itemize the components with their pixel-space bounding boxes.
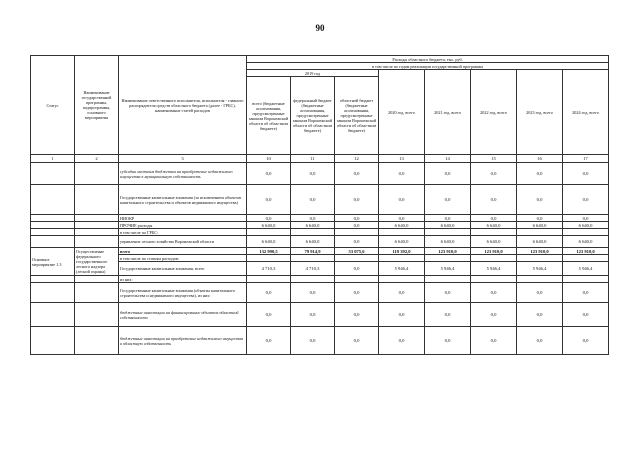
value-cell: 0,0 — [335, 262, 379, 276]
table-row — [31, 163, 609, 185]
value-cell: 5 946,4 — [379, 262, 425, 276]
value-cell — [563, 255, 609, 262]
program-cell — [75, 236, 119, 248]
status-cell — [31, 215, 75, 222]
value-cell: 119 392,0 — [379, 248, 425, 255]
value-cell — [563, 229, 609, 236]
value-cell — [517, 255, 563, 262]
value-cell: 5 946,4 — [471, 262, 517, 276]
value-cell: 6 640,0 — [379, 236, 425, 248]
table-row — [31, 276, 609, 283]
program-cell — [75, 222, 119, 229]
column-index: 16 — [517, 155, 563, 163]
value-cell: 0,0 — [471, 185, 517, 215]
value-cell — [335, 255, 379, 262]
row-label: в том числе по статьям расходов: — [119, 255, 247, 262]
program-cell — [75, 303, 119, 327]
value-cell — [425, 229, 471, 236]
column-index: 10 — [247, 155, 291, 163]
table-row — [31, 327, 609, 355]
value-cell: 123 910,0 — [563, 248, 609, 255]
table-row — [31, 303, 609, 327]
value-cell — [291, 229, 335, 236]
measure-name: Осуществление федерального государственного лесного надзора (лесной охраны) — [75, 248, 119, 276]
value-cell: 0,0 — [291, 303, 335, 327]
value-cell: 4 710,3 — [291, 262, 335, 276]
value-cell — [517, 276, 563, 283]
value-cell: 6 640,0 — [425, 236, 471, 248]
value-cell — [379, 255, 425, 262]
status-cell — [31, 327, 75, 355]
value-cell: 6 640,0 — [471, 222, 517, 229]
value-cell: 0,0 — [517, 215, 563, 222]
value-cell: 6 640,0 — [517, 222, 563, 229]
value-cell: 0,0 — [563, 327, 609, 355]
value-cell — [335, 229, 379, 236]
header-executor: Наименование ответственного исполнителя, исполнителя - главного распорядителя средств областного бюджета (далее - ГРБС), наименование статей расходов — [119, 56, 247, 155]
value-cell — [379, 276, 425, 283]
value-cell: 0,0 — [335, 283, 379, 303]
value-cell: 123 910,0 — [471, 248, 517, 255]
value-cell — [247, 276, 291, 283]
program-cell — [75, 163, 119, 185]
value-cell — [425, 255, 471, 262]
value-cell: 6 640,0 — [471, 236, 517, 248]
status-cell — [31, 303, 75, 327]
row-label: управление лесного хозяйства Воронежской области — [119, 236, 247, 248]
status-cell — [31, 185, 75, 215]
program-cell — [75, 276, 119, 283]
table-row — [31, 215, 609, 222]
value-cell — [379, 229, 425, 236]
header-regional: областной бюджет (бюджетные ассигнования, предусмотренные законом Воронежской области об областном бюджете) — [335, 77, 379, 155]
status-cell — [31, 276, 75, 283]
row-label: в том числе по ГРБС: — [119, 229, 247, 236]
header-federal: федеральный бюджет (бюджетные ассигнования, предусмотренные законом Воронежской области об областном бюджете) — [291, 77, 335, 155]
row-label: из них: — [119, 276, 247, 283]
status-cell — [31, 236, 75, 248]
value-cell: 5 946,4 — [563, 262, 609, 276]
value-cell: 0,0 — [291, 163, 335, 185]
value-cell: 0,0 — [335, 327, 379, 355]
value-cell: 0,0 — [379, 303, 425, 327]
value-cell: 0,0 — [247, 303, 291, 327]
row-label: всего — [119, 248, 247, 255]
value-cell — [291, 276, 335, 283]
value-cell — [335, 276, 379, 283]
column-index: 14 — [425, 155, 471, 163]
value-cell: 6 640,0 — [291, 236, 335, 248]
value-cell — [517, 229, 563, 236]
header-2021: 2021 год, всего — [425, 70, 471, 155]
status-cell — [31, 222, 75, 229]
value-cell: 0,0 — [425, 283, 471, 303]
value-cell: 132 990,5 — [247, 248, 291, 255]
value-cell: 0,0 — [563, 303, 609, 327]
program-cell — [75, 185, 119, 215]
value-cell: 0,0 — [517, 185, 563, 215]
table-row — [31, 222, 609, 229]
value-cell: 0,0 — [425, 163, 471, 185]
value-cell: 0,0 — [517, 163, 563, 185]
value-cell: 0,0 — [379, 327, 425, 355]
column-index: 12 — [335, 155, 379, 163]
value-cell: 6 640,0 — [291, 222, 335, 229]
value-cell: 0,0 — [517, 327, 563, 355]
value-cell: 0,0 — [563, 163, 609, 185]
header-year-2019: 2019 год — [247, 70, 379, 77]
value-cell: 0,0 — [291, 283, 335, 303]
table-row — [31, 248, 609, 255]
page-number: 90 — [315, 23, 325, 33]
value-cell — [471, 255, 517, 262]
header-2022: 2022 год, всего — [471, 70, 517, 155]
value-cell: 0,0 — [471, 283, 517, 303]
program-cell — [75, 229, 119, 236]
column-index: 11 — [291, 155, 335, 163]
header-2023: 2023 год, всего — [517, 70, 563, 155]
row-label: Государственные капитальные вложения (за исключением объектов капитального строительства и объектов недвижимого имущества) — [119, 185, 247, 215]
value-cell: 0,0 — [379, 163, 425, 185]
column-index: 3 — [119, 155, 247, 163]
value-cell: 0,0 — [379, 215, 425, 222]
value-cell — [291, 255, 335, 262]
value-cell: 6 640,0 — [247, 222, 291, 229]
value-cell: 0,0 — [379, 283, 425, 303]
header-by-years: в том числе по годам реализации государственной программы — [247, 63, 609, 70]
column-index: 2 — [75, 155, 119, 163]
program-cell — [75, 327, 119, 355]
value-cell: 6 640,0 — [563, 236, 609, 248]
value-cell: 0,0 — [335, 222, 379, 229]
value-cell: 5 946,4 — [425, 262, 471, 276]
table-row — [31, 236, 609, 248]
value-cell: 0,0 — [425, 185, 471, 215]
program-cell — [75, 283, 119, 303]
value-cell: 0,0 — [291, 185, 335, 215]
table-row — [31, 185, 609, 215]
value-cell: 0,0 — [247, 215, 291, 222]
column-index-row — [31, 155, 609, 163]
row-label: бюджетные инвестиции на приобретение недвижимого имущества в областную собственность — [119, 327, 247, 355]
value-cell: 0,0 — [335, 185, 379, 215]
value-cell: 6 640,0 — [563, 222, 609, 229]
header-expenses-title: Расходы областного бюджета, тыс. руб. — [247, 56, 609, 63]
row-label: ПРОЧИЕ расходы — [119, 222, 247, 229]
column-index: 13 — [379, 155, 425, 163]
row-label: бюджетные инвестиции на финансирование объектов областной собственности — [119, 303, 247, 327]
header-program-name: Наименование государственной программы, подпрограммы, основного мероприятия — [75, 56, 119, 155]
value-cell: 6 640,0 — [247, 236, 291, 248]
value-cell: 0,0 — [517, 283, 563, 303]
value-cell: 123 910,0 — [517, 248, 563, 255]
status-cell — [31, 229, 75, 236]
value-cell: 0,0 — [291, 215, 335, 222]
value-cell: 6 640,0 — [379, 222, 425, 229]
value-cell: 0,0 — [335, 215, 379, 222]
value-cell: 5 946,4 — [517, 262, 563, 276]
value-cell: 0,0 — [425, 327, 471, 355]
value-cell: 0,0 — [247, 185, 291, 215]
value-cell: 0,0 — [471, 303, 517, 327]
value-cell — [471, 276, 517, 283]
budget-table — [30, 55, 609, 355]
value-cell: 0,0 — [335, 236, 379, 248]
value-cell: 0,0 — [425, 215, 471, 222]
value-cell: 0,0 — [563, 185, 609, 215]
value-cell: 0,0 — [291, 327, 335, 355]
program-cell — [75, 215, 119, 222]
value-cell: 6 640,0 — [425, 222, 471, 229]
row-label: субсидии местным бюджетам на приобретение недвижимого имущества в муниципальную собственность — [119, 163, 247, 185]
header-total: всего (бюджетные ассигнования, предусмотренные законом Воронежской области об областном бюджете) — [247, 77, 291, 155]
value-cell: 6 640,0 — [517, 236, 563, 248]
value-cell: 0,0 — [247, 283, 291, 303]
value-cell: 0,0 — [379, 185, 425, 215]
row-label: Государственные капитальные вложения, всего — [119, 262, 247, 276]
value-cell: 0,0 — [247, 163, 291, 185]
status-cell — [31, 163, 75, 185]
value-cell: 0,0 — [425, 303, 471, 327]
value-cell: 0,0 — [247, 327, 291, 355]
column-index: 1 — [31, 155, 75, 163]
table-row — [31, 229, 609, 236]
value-cell: 0,0 — [563, 215, 609, 222]
value-cell: 0,0 — [517, 303, 563, 327]
value-cell: 0,0 — [563, 283, 609, 303]
table-row — [31, 283, 609, 303]
value-cell: 0,0 — [471, 327, 517, 355]
value-cell: 0,0 — [335, 303, 379, 327]
value-cell — [247, 229, 291, 236]
status-cell — [31, 283, 75, 303]
value-cell — [247, 255, 291, 262]
value-cell: 0,0 — [471, 163, 517, 185]
row-label: Государственные капитальные вложения (объекты капитального строительства и недвижимого имущества), из них: — [119, 283, 247, 303]
column-index: 15 — [471, 155, 517, 163]
row-label: НИОКР — [119, 215, 247, 222]
value-cell: 79 914,9 — [291, 248, 335, 255]
value-cell — [425, 276, 471, 283]
value-cell: 0,0 — [471, 215, 517, 222]
measure-status: Основное мероприятие 1.3 — [31, 248, 75, 276]
value-cell: 123 910,0 — [425, 248, 471, 255]
value-cell: 53 075,6 — [335, 248, 379, 255]
value-cell — [563, 276, 609, 283]
value-cell — [471, 229, 517, 236]
header-2020: 2020 год, всего — [379, 70, 425, 155]
header-status: Статус — [31, 56, 75, 155]
column-index: 17 — [563, 155, 609, 163]
value-cell: 4 710,3 — [247, 262, 291, 276]
value-cell: 0,0 — [335, 163, 379, 185]
header-2024: 2024 год, всего — [563, 70, 609, 155]
